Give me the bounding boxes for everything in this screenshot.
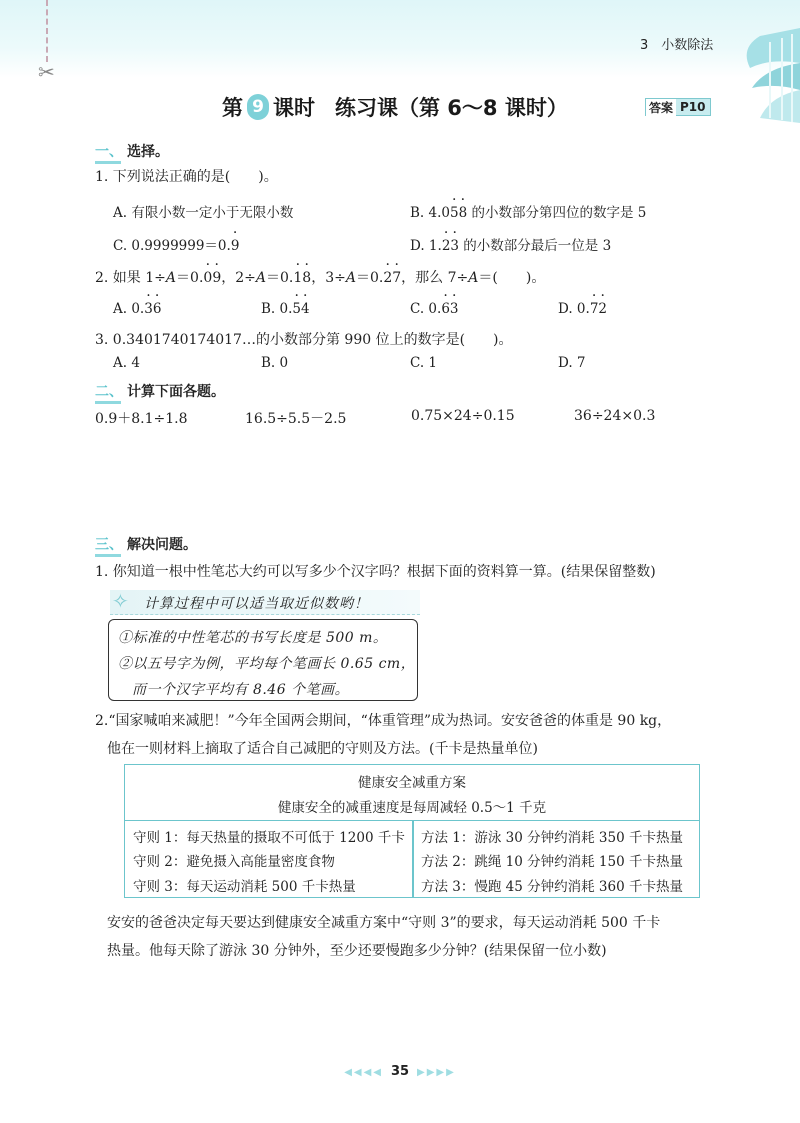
q1-b-post: 的小数部分第四位的数字是 5 [467,205,647,221]
q1-option-d [410,234,611,254]
q2-part: ＝( )。 [478,270,546,286]
section-3-title: 解决问题。 [127,537,197,553]
q2-var: A [255,270,266,286]
page-number: 35 [390,1064,410,1079]
q1-option-b [410,201,646,221]
plan-subtitle: 健康安全的减重速度是每周减轻 0.5～1 千克 [277,800,547,816]
page-title [222,92,568,122]
q2-option-a [113,301,161,317]
q2-part: ，那么 7÷ [401,270,469,286]
title-prefix: 第 [222,96,243,120]
q2-digit: · 7 [392,270,401,286]
q1-b-repeat-digit-1: · 5 [450,205,459,221]
section-1-heading [95,141,169,161]
plan-rule-2: 守则 2：避免摄入高能量密度食物 [133,854,335,870]
plan-title: 健康安全减重方案 [358,775,466,791]
hint-text: 计算过程中可以适当取近似数哟！ [144,596,369,612]
q2-digit: · 9 [212,270,221,286]
q3-stem: 3. 0.3401740174017…的小数部分第 990 位上的数字是( )。 [95,332,513,348]
calc-expr-4: 36÷24×0.3 [574,408,656,424]
q2-b-digit: · 4 [301,301,310,317]
q1-option-c [113,234,239,254]
scissors-icon: ✂ [38,60,55,84]
lesson-title: 练习课（第 6～8 课时） [335,96,568,120]
q2-b-pre: B. 0. [261,301,293,317]
cut-line [46,0,48,62]
q1-stem: 1. 下列说法正确的是( )。 [95,169,278,185]
info-line-2: ②以五号字为例，平均每个笔画长 0.65 cm， [118,656,416,672]
q2-a-digit: · 3 [144,301,153,317]
right-arrows-icon: ▶▶▶▶ [417,1067,456,1078]
q2-d-digit: · 7 [590,301,599,317]
q2-b-digit: · 5 [292,301,301,317]
q1-c-repeat-digit: · 9 [231,238,240,254]
page-footer [0,1064,800,1079]
section-2-number: 二、 [95,384,123,400]
q2-digit: · 0 [203,270,212,286]
q2-d-digit: · 2 [598,301,607,317]
section-underline [95,161,121,164]
problem2-stem-1: 2.“国家喊咱来减肥！”今年全国两会期间，“体重管理”成为热词。安安爸爸的体重是 90 kg， [95,713,672,729]
q1-c-pre: C. 0.9999999＝0. [113,238,231,254]
plan-divider [412,821,414,897]
roof-decoration-icon [730,28,800,123]
calc-expr-2: 16.5÷5.5－2.5 [245,411,347,427]
q2-digit: · 1 [293,270,302,286]
q2-part: ＝0. [176,270,204,286]
answer-page: P10 [676,99,710,115]
q1-d-repeat-digit-2: · 3 [450,238,459,254]
section-underline [95,401,121,404]
unit-label: 3 小数除法 [640,38,714,53]
answer-label: 答案 [646,99,676,116]
section-underline [95,554,121,557]
left-arrows-icon: ◀◀◀◀ [344,1067,383,1078]
q1-b-repeat-digit-2: · 8 [459,205,468,221]
calc-expr-1: 0.9＋8.1÷1.8 [95,411,188,427]
q2-option-d [558,301,607,317]
section-1-title: 选择。 [127,144,169,160]
plan-rule-3: 守则 3：每天运动消耗 500 千卡热量 [133,879,356,895]
q2-c-digit: · 6 [441,301,450,317]
problem2-stem-2: 他在一则材料上摘取了适合自己减肥的守则及方法。(千卡是热量单位) [107,741,538,757]
section-3-heading [95,534,197,554]
q1-b-pre: B. 4.0 [410,205,450,221]
section-2-title: 计算下面各题。 [127,384,225,400]
q3-option-d: D. 7 [558,355,586,371]
q3-option-c: C. 1 [410,355,438,371]
q2-part: ＝0. [355,270,384,286]
lightbulb-icon: ✧ [112,589,129,613]
q2-c-pre: C. 0. [410,301,442,317]
q2-digit: · 2 [383,270,392,286]
q1-d-post: 的小数部分最后一位是 3 [459,238,612,254]
plan-method-1: 方法 1：游泳 30 分钟约消耗 350 千卡热量 [421,830,683,846]
q2-c-digit: · 3 [450,301,459,317]
lesson-number-badge: 9 [247,94,269,120]
q2-part: ，3÷ [311,270,346,286]
section-2-heading [95,381,225,401]
q2-part: ，2÷ [221,270,256,286]
q2-stem [95,267,545,287]
section-3-number: 三、 [95,537,123,553]
section-1-number: 一、 [95,144,123,160]
plan-method-3: 方法 3：慢跑 45 分钟约消耗 360 千卡热量 [421,879,683,895]
q2-var: A [165,270,177,286]
info-line-3: 而一个汉字平均有 8.46 个笔画。 [132,682,350,698]
q3-option-b: B. 0 [261,355,289,371]
q2-a-digit: · 6 [153,301,162,317]
q2-var: A [345,270,356,286]
q2-part: 2. 如果 1÷ [95,270,166,286]
problem2-question-2: 热量。他每天除了游泳 30 分钟外，至少还要慢跑多少分钟？(结果保留一位小数) [107,943,607,959]
q2-a-pre: A. 0. [113,301,145,317]
q2-option-c [410,301,459,317]
q3-option-a: A. 4 [113,355,140,371]
problem1-stem: 1. 你知道一根中性笔芯大约可以写多少个汉字吗？根据下面的资料算一算。(结果保留整数) [95,564,656,580]
plan-rule-1: 守则 1：每天热量的摄取不可低于 1200 千卡 [133,830,405,846]
plan-method-2: 方法 2：跳绳 10 分钟约消耗 150 千卡热量 [421,854,683,870]
q2-digit: · 8 [302,270,311,286]
q2-part: ＝0. [266,270,294,286]
q2-option-b [261,301,310,317]
q2-d-pre: D. 0. [558,301,590,317]
q1-d-repeat-digit-1: · 2 [442,238,451,254]
q2-var: A [468,270,479,286]
q1-option-a: A. 有限小数一定小于无限小数 [113,205,294,221]
problem2-question-1: 安安的爸爸决定每天要达到健康安全减重方案中“守则 3”的要求，每天运动消耗 500 千卡 [107,915,661,931]
title-suffix: 课时 [273,96,315,120]
answer-reference [645,98,711,116]
q1-d-pre: D. 1. [410,238,442,254]
info-line-1: ①标准的中性笔芯的书写长度是 500 m。 [118,630,388,646]
calc-expr-3: 0.75×24÷0.15 [411,408,515,424]
weight-plan-table [124,764,700,898]
